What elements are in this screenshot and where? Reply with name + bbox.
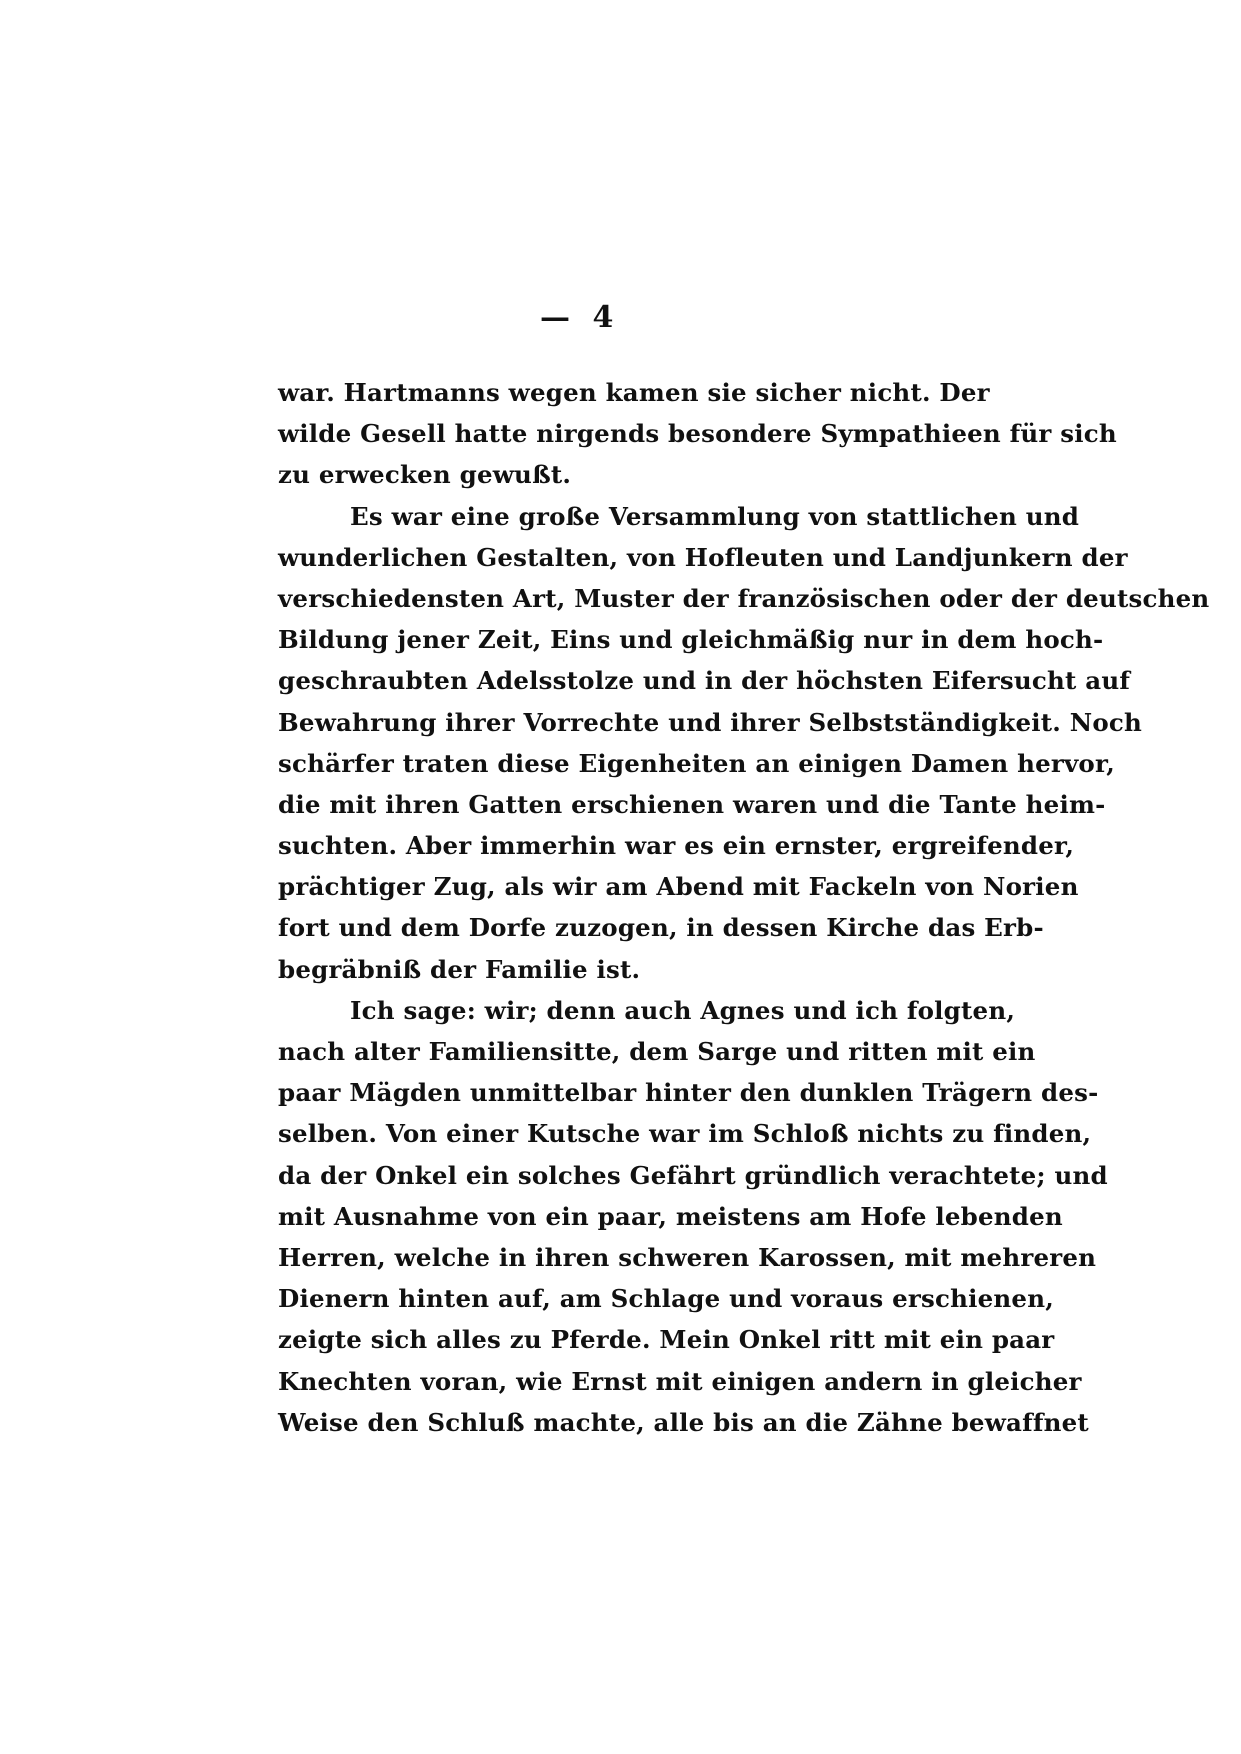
text-line: war. Hartmanns wegen kamen sie sicher nicht. Der	[278, 378, 990, 407]
text-line: Bildung jener Zeit, Eins und gleichmäßig nur in dem hoch-	[278, 625, 1104, 655]
text-line: verschiedensten Art, Muster der französischen oder der deutschen	[278, 583, 1210, 613]
text-line: begräbniß der Familie ist.	[278, 954, 641, 984]
text-line: paar Mägden unmittelbar hinter den dunklen Trägern des-	[278, 1078, 1099, 1108]
text-line: suchten. Aber immerhin war es ein ernster, ergreifender,	[278, 831, 1075, 861]
text-line: Dienern hinten auf, am Schlage und voraus erschienen,	[278, 1284, 1054, 1314]
text-line: Knechten voran, wie Ernst mit einigen andern in gleicher	[278, 1366, 1082, 1396]
text-line: schärfer traten diese Eigenheiten an einigen Damen hervor,	[278, 748, 1116, 778]
text-line: Weise den Schluß machte, alle bis an die Zähne bewaffnet	[278, 1407, 1089, 1437]
text-line: prächtiger Zug, als wir am Abend mit Fackeln von Norien	[278, 872, 1079, 902]
text-line: zeigte sich alles zu Pferde. Mein Onkel ritt mit ein paar	[278, 1325, 1055, 1355]
text-line: fort und dem Dorfe zuzogen, in dessen Kirche das Erb-	[278, 913, 1044, 943]
text-line: Herren, welche in ihren schweren Karossen, mit mehreren	[278, 1242, 1097, 1272]
text-line: zu erwecken gewußt.	[278, 460, 572, 490]
text-line: da der Onkel ein solches Gefährt gründlich verachtete; und	[278, 1160, 1108, 1190]
text-line: die mit ihren Gatten erschienen waren und die Tante heim-	[278, 789, 1106, 819]
text-line: wunderlichen Gestalten, von Hofleuten und Landjunkern der	[278, 542, 1128, 572]
text-line: wilde Gesell hatte nirgends besondere Sympathieen für sich	[278, 419, 1117, 449]
text-line: mit Ausnahme von ein paar, meistens am Hofe lebenden	[278, 1201, 1063, 1231]
text-line: geschraubten Adelsstolze und in der höchsten Eifersucht auf	[278, 666, 1131, 696]
text-line: Es war eine große Versammlung von stattlichen und	[350, 501, 1080, 531]
page-number: — 4	[540, 300, 620, 335]
text-line: Bewahrung ihrer Vorrechte und ihrer Selbstständigkeit. Noch	[278, 707, 1143, 737]
body-text	[278, 372, 1210, 1443]
text-line: nach alter Familiensitte, dem Sarge und ritten mit ein	[278, 1037, 1036, 1066]
text-line: Ich sage: wir; denn auch Agnes und ich folgten,	[350, 995, 1016, 1025]
text-line: selben. Von einer Kutsche war im Schloß nichts zu finden,	[278, 1119, 1092, 1149]
